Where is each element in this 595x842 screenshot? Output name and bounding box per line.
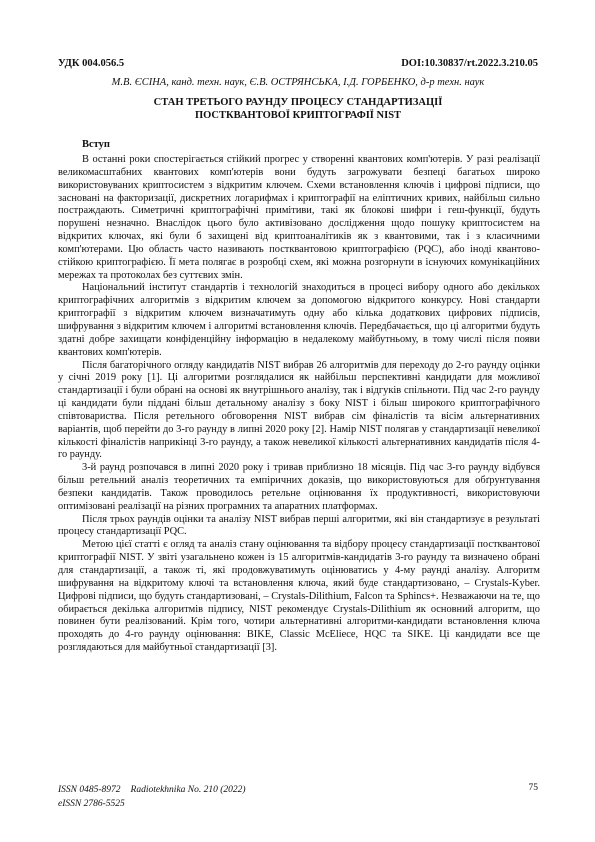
authors: М.В. ЄСІНА, канд. техн. наук, Є.В. ОСТРЯНСЬКА, І.Д. ГОРБЕНКО, д-р техн. наук [111, 77, 485, 88]
issn: ISSN 0485-8972 [58, 785, 121, 795]
title-line-2: ПОСТКВАНТОВОЇ КРИПТОГРАФІЇ NIST [194, 110, 402, 121]
paragraph: Після багаторічного огляду кандидатів NIST вибрав 26 алгоритмів для переходу до 2-го раунду оцінки у січні 2019 року [1]. Ці алгоритми розглядалися як найбільш перспективні кандидати для можливої стандартизації і були обрані на основі як внутрішнього аналізу, так і відгуків спільноти. Під час 2-го раунду ці кандидати були піддані більш детальному аналізу з боку NIST і більш широкого криптографічного співтовариства. Після ретельного обговорення NIST вибрав сім фіналістів та вісім альтернативних варіантів, щоб перейти до 3-го раунду в липні 2020 року [2]. Намір NIST полягав у стандартизації невеликої кількості фіналістів наприкінці 3-го раунду, а також невеликої кількості альтернативних кандидатів після 4-го раунду. [58, 359, 540, 461]
section-heading: Вступ [82, 139, 110, 150]
paragraph: Метою цієї статті є огляд та аналіз стану оцінювання та відбору процесу стандартизації постквантової криптографії NIST. У звіті узагальнено кожен із 15 алгоритмів-кандидатів 3-го раунду та визначено обрані для стандартизації, а також ті, які продовжуватимуть оцінюватись у 4-му раунді аналізу. Алгоритм шифрування на відкритому ключі та встановлення ключа, який буде стандартизовано, – Crystals-Kyber. Цифрові підписи, що будуть стандартизовані, – Crystals-Dilithium, Falcon та Sphincs+. Незважаючи на те, що обирається декілька алгоритмів підпису, NIST рекомендує Crystals-Dilithium як основний алгоритм, що повинен бути реалізований. Крім того, чотири альтернативні алгоритми-кандидати встановлення ключа проходять до 4-го раунду оцінювання: BIKE, Classic McEliece, HQC та SIKE. Ці кандидати все ще розглядаються для майбутньої стандартизації [3]. [58, 539, 540, 654]
page-number: 75 [528, 783, 538, 793]
paragraph: Національний інститут стандартів і технологій знаходиться в процесі вибору одного або декількох криптографічних алгоритмів з відкритим ключем за допомогою відкритого конкурсу. Нові стандарти криптографії з відкритим ключем визначатимуть одну або кілька додаткових цифрових підписів, шифрування з відкритим ключем і алгоритмі встановлення ключів. Передбачається, що ці алгоритми будуть здатні добре захищати конфіденційну інформацію в недалекому майбутньому, в тому числі після появи квантових комп'ютерів. [58, 282, 540, 358]
paragraph: 3-й раунд розпочався в липні 2020 року і тривав приблизно 18 місяців. Під час 3-го раунду відбувся більш ретельний аналіз теоретичних та емпіричних доказів, що використовуються для обґрунтування безпеки кандидатів. Також проводилось ретельне оцінювання їх продуктивності, використовуючи оптимізовані реалізації на різних програмних та апаратних платформах. [58, 462, 540, 512]
article-title [58, 96, 538, 122]
paragraph: В останні роки спостерігається стійкий прогрес у створенні квантових комп'ютерів. У разі реалізації великомасштабних квантових комп'ютерів вони будуть загрожувати безпеці багатьох широко використовуваних криптосистем з відкритим ключем. Схеми встановлення ключів і цифрові підписи, що засновані на факторизації, дискретних логарифмах і криптографії на еліптичних кривих, найбільш сильно постраждають. Симетричні криптографічні примітиви, такі як блокові шифри і геш-функції, будуть порушені незначно. Внаслідок цього було активізовано дослідження щодо пошуку криптосистем на відкритих ключах, які були б захищені від криптоаналітиків як з квантовими, так і з класичними комп'ютерами. Цю область часто називають постквантовою криптографією (PQC), або іноді квантово-стійкою криптографією. Її мета полягає в розробці схем, які можна розгорнути в існуючих комунікаційних мережах та протоколах без суттєвих змін. [58, 154, 540, 281]
eissn: eISSN 2786-5525 [58, 799, 125, 809]
doi: DOI:10.30837/rt.2022.3.210.05 [401, 58, 538, 69]
footer-left [58, 783, 246, 811]
paragraph: Після трьох раундів оцінки та аналізу NIST вибрав перші алгоритми, які він стандартизує в результаті процесу стандартизації PQC. [58, 513, 540, 538]
body-text [58, 154, 540, 655]
journal-name: Radiotekhnika No. 210 (2022) [130, 785, 246, 795]
title-line-1: СТАН ТРЕТЬОГО РАУНДУ ПРОЦЕСУ СТАНДАРТИЗАЦІЇ [153, 97, 443, 108]
udc-code: УДК 004.056.5 [58, 58, 125, 69]
